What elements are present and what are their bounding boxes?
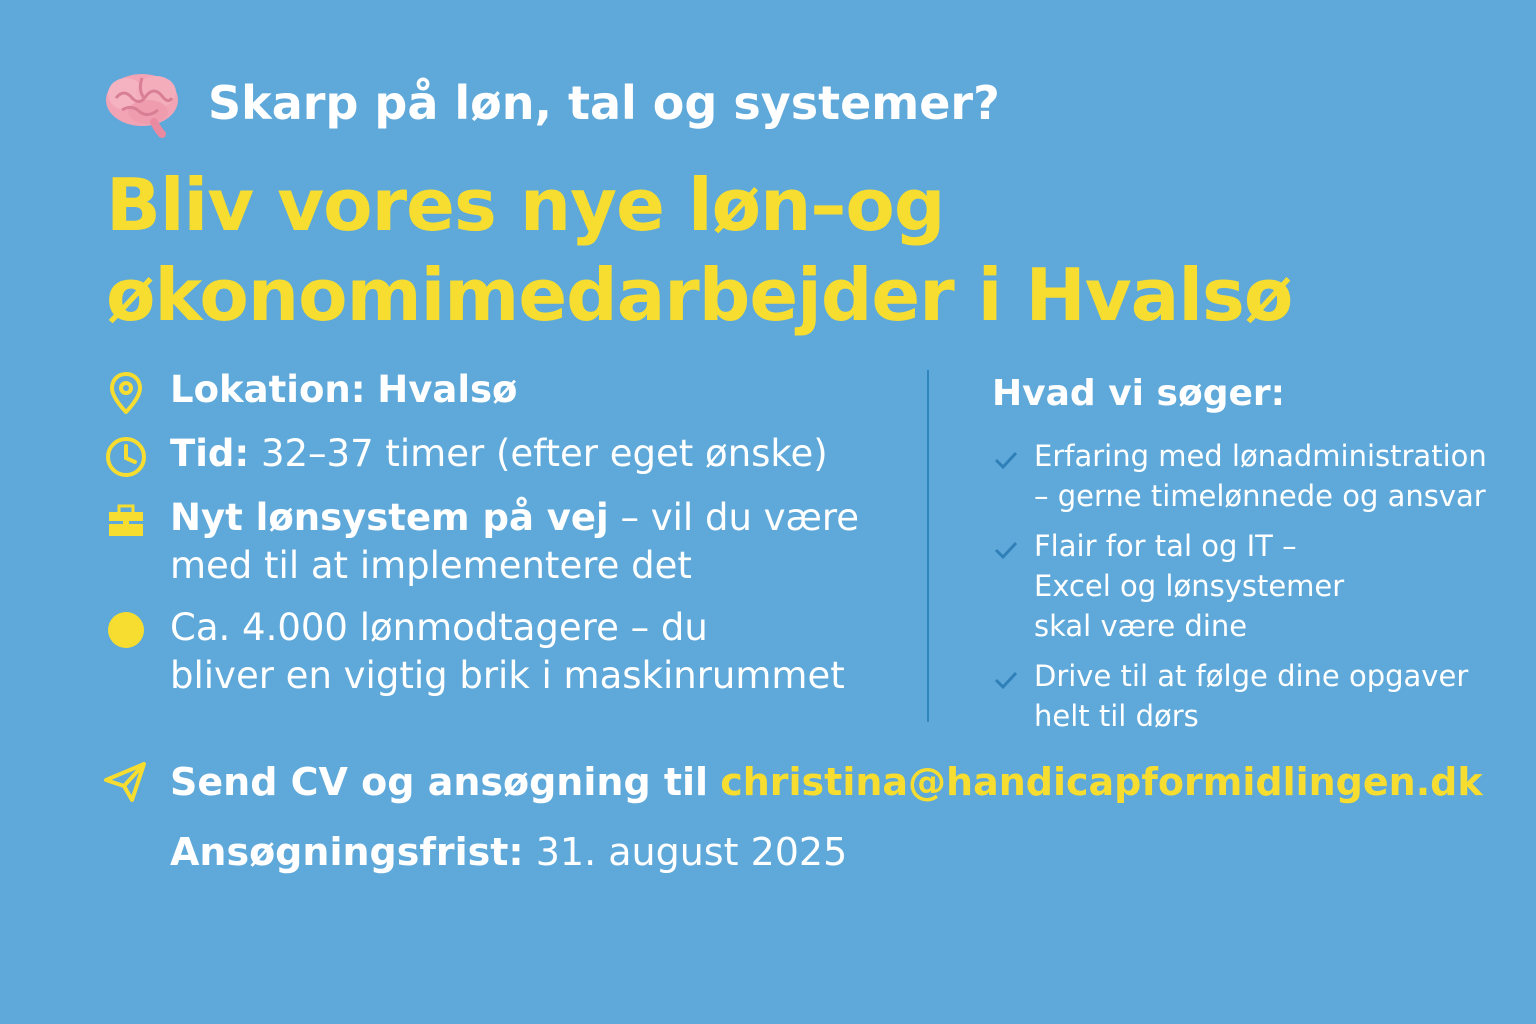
column-divider (927, 370, 929, 722)
requirement-line: helt til dørs (1034, 699, 1199, 733)
briefcase-icon (104, 500, 148, 544)
requirement-line: Flair for tal og IT – (1034, 529, 1297, 563)
email-link[interactable]: christina@handicapformidlingen.dk (720, 760, 1483, 804)
requirements (992, 370, 1532, 746)
job-details (104, 366, 904, 714)
requirement-line: Drive til at følge dine opgaver (1034, 659, 1469, 693)
requirements-title: Hvad vi søger: (992, 373, 1286, 414)
requirement-line: – gerne timelønnede og ansvar (1034, 479, 1486, 513)
call-to-action (104, 756, 1524, 896)
employees-value-line-2: bliver en vigtig brik i maskinrummet (170, 654, 845, 697)
detail-time (104, 430, 904, 480)
system-value-line-2: med til at implementere det (170, 544, 692, 587)
brain-icon (102, 68, 182, 138)
headline-line-2: økonomimedarbejder i Hvalsø (106, 253, 1293, 337)
headline (106, 160, 1436, 340)
tagline-text: Skarp på løn, tal og systemer? (208, 76, 1000, 130)
requirement-line: skal være dine (1034, 609, 1248, 643)
detail-system (104, 494, 904, 590)
location-value: Hvalsø (377, 368, 518, 411)
system-value: – vil du være (620, 496, 860, 539)
send-text: Send CV og ansøgning til (170, 760, 709, 804)
checkmark-icon (992, 666, 1020, 694)
requirement-line: Excel og lønsystemer (1034, 569, 1345, 603)
dot-icon (104, 610, 148, 654)
requirement-line: Erfaring med lønadministration (1034, 439, 1487, 473)
deadline-row (104, 826, 1524, 878)
time-label: Tid: (170, 432, 250, 475)
detail-employees (104, 604, 904, 700)
requirement-item (992, 656, 1532, 736)
deadline-label: Ansøgningsfrist: (170, 830, 524, 874)
tagline (102, 68, 1000, 138)
paper-plane-icon (104, 760, 148, 804)
time-value: 32–37 timer (efter eget ønske) (260, 432, 828, 475)
headline-line-1: Bliv vores nye løn–og (106, 163, 945, 247)
employees-value: Ca. 4.000 lønmodtagere – du (170, 606, 708, 649)
location-label: Lokation: (170, 368, 366, 411)
system-label: Nyt lønsystem på vej (170, 496, 609, 539)
location-pin-icon (104, 372, 148, 416)
checkmark-icon (992, 536, 1020, 564)
detail-location (104, 366, 904, 416)
requirement-item (992, 526, 1532, 646)
checkmark-icon (992, 446, 1020, 474)
deadline-value: 31. august 2025 (535, 830, 848, 874)
clock-icon (104, 436, 148, 480)
send-application-row (104, 756, 1524, 808)
requirement-item (992, 436, 1532, 516)
